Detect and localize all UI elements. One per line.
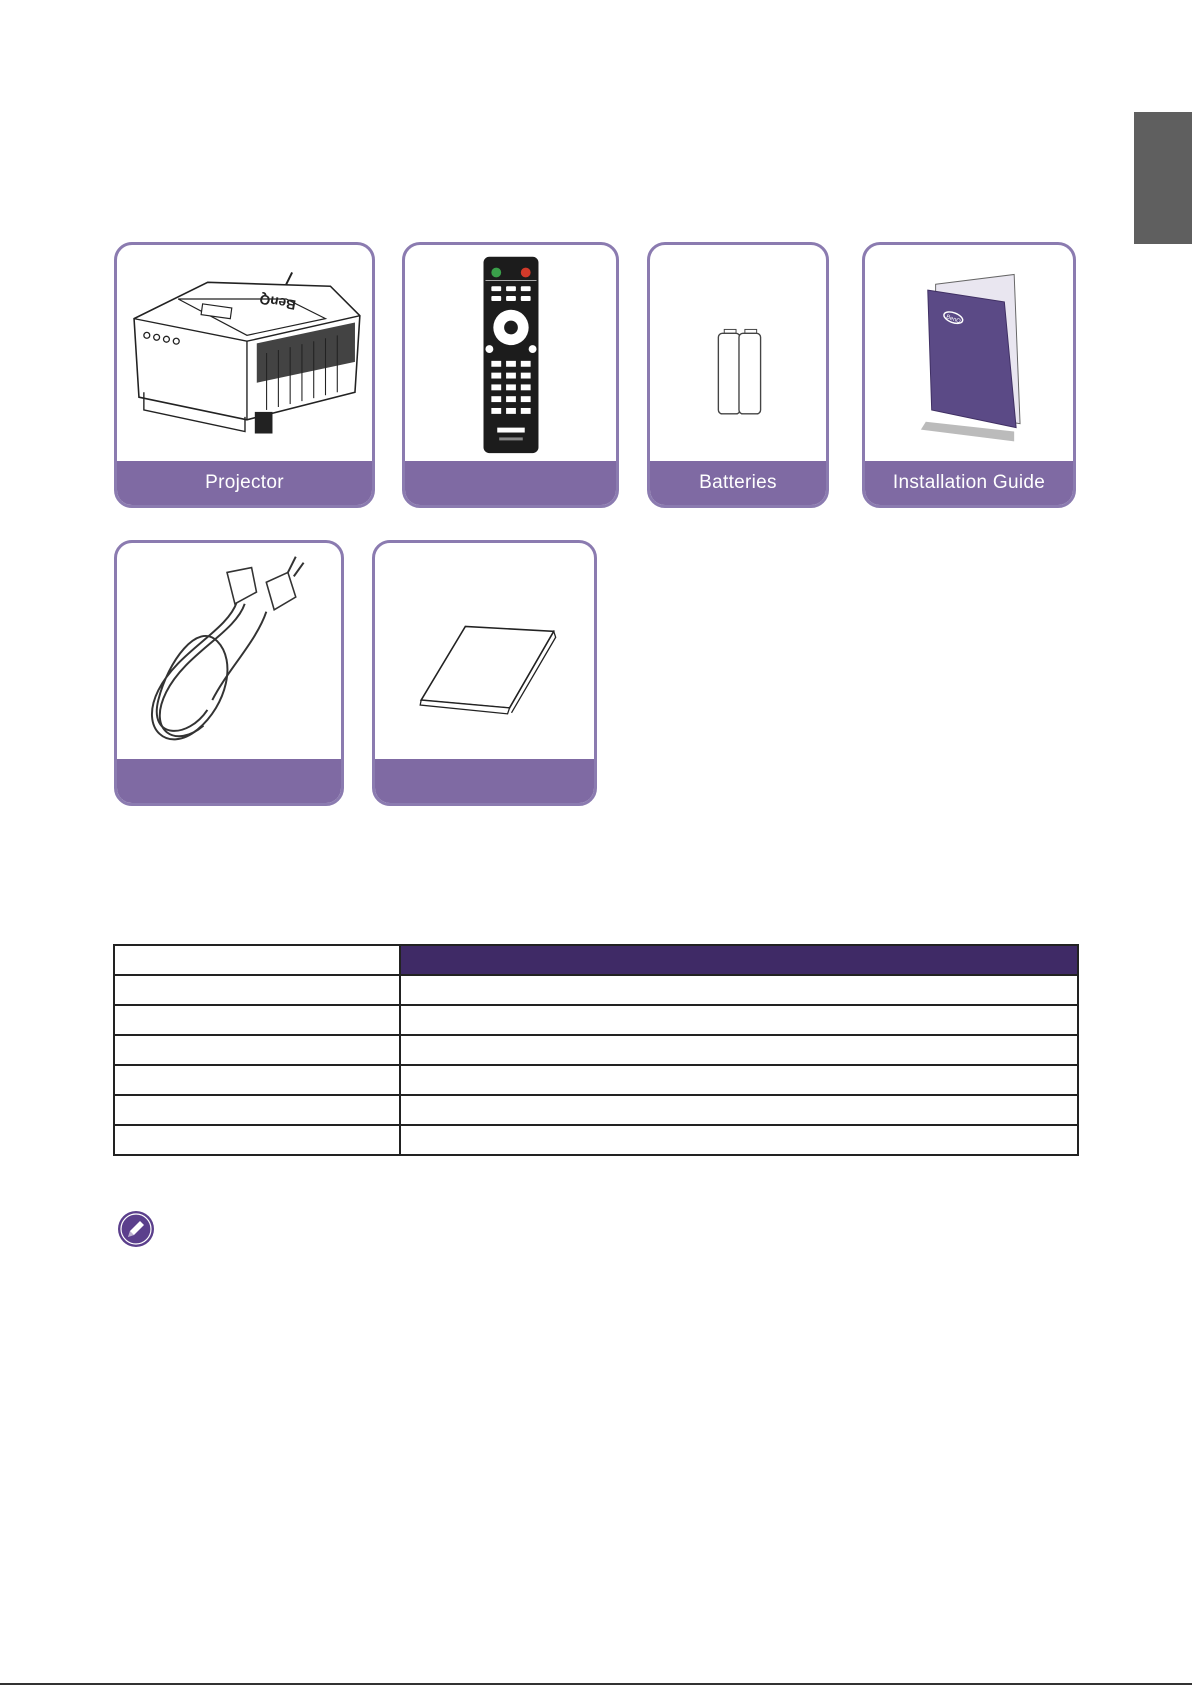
table-cell	[114, 1005, 400, 1035]
accessory-card-batteries	[647, 242, 829, 508]
table-cell	[114, 1095, 400, 1125]
table-header-cell	[400, 945, 1078, 975]
table-cell	[400, 1065, 1078, 1095]
accessory-label-batteries: Batteries	[650, 461, 826, 505]
table-cell	[400, 975, 1078, 1005]
accessory-label-power-cord	[117, 759, 341, 803]
accessory-card-booklet	[372, 540, 597, 806]
table-cell	[114, 1125, 400, 1155]
table-row	[114, 1125, 1078, 1155]
accessory-label-projector: Projector	[117, 461, 372, 505]
accessory-card-power-cord	[114, 540, 344, 806]
table-row	[114, 1065, 1078, 1095]
accessory-label-installation-guide: Installation Guide	[865, 461, 1073, 505]
batteries-icon	[650, 245, 826, 461]
power-cord-icon	[117, 543, 341, 759]
table-header-cell	[114, 945, 400, 975]
accessory-table	[113, 944, 1079, 1156]
table-row	[114, 1095, 1078, 1125]
chapter-tab	[1134, 112, 1192, 244]
table-row	[114, 1035, 1078, 1065]
svg-text:BenQ: BenQ	[258, 291, 298, 313]
accessory-card-installation-guide	[862, 242, 1076, 508]
table-row	[114, 1005, 1078, 1035]
projector-icon	[117, 245, 372, 461]
table-cell	[400, 1095, 1078, 1125]
table-cell	[114, 1065, 400, 1095]
table-cell	[400, 1005, 1078, 1035]
accessory-label-remote	[405, 461, 616, 505]
accessory-card-remote	[402, 242, 619, 508]
installation-guide-icon	[865, 245, 1073, 461]
table-cell	[400, 1035, 1078, 1065]
pencil-note-icon	[117, 1210, 155, 1248]
remote-control-icon	[405, 245, 616, 461]
table-cell	[114, 975, 400, 1005]
accessory-card-projector	[114, 242, 375, 508]
table-row	[114, 975, 1078, 1005]
table-cell	[400, 1125, 1078, 1155]
svg-text:BenQ: BenQ	[945, 314, 962, 326]
table-cell	[114, 1035, 400, 1065]
booklet-icon	[375, 543, 594, 759]
accessory-label-booklet	[375, 759, 594, 803]
table-header-row	[114, 945, 1078, 975]
